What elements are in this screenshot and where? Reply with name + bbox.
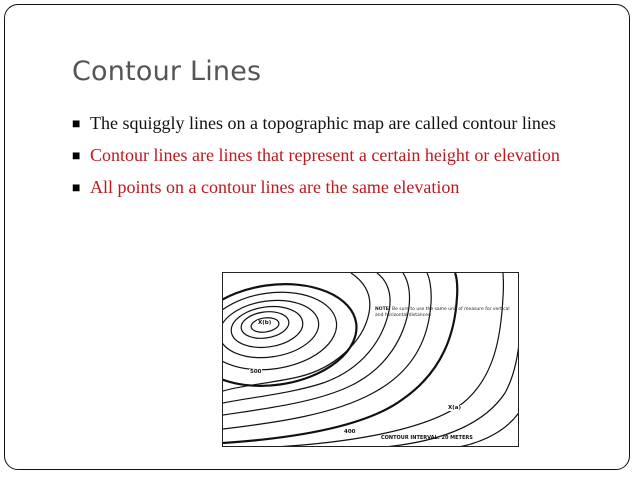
contour-label-500: 500 [250,369,262,375]
bullet-text-2: Contour lines are lines that represent a certain height or elevation [90,145,560,165]
bullet-text-1: The squiggly lines on a topographic map are called contour lines [90,113,556,133]
bullet-icon: ■ [72,181,81,196]
contour-label-400: 400 [344,429,356,435]
point-b-label: X(b) [258,320,272,326]
map-note-text: Be sure to use the same unit of measure for vertical and horizontal distances. [375,307,510,318]
bullet-text-3: All points on a contour lines are the same elevation [90,177,460,197]
bullet-item-1 [72,111,592,135]
contour-map-image [222,272,519,447]
slide-title: Contour Lines [72,56,262,87]
bullet-icon: ■ [72,149,81,164]
bullet-icon: ■ [72,117,81,132]
map-note [375,307,518,319]
bullet-list [72,111,592,207]
contour-lines-drawing [223,273,519,447]
bullet-item-2 [72,143,592,167]
point-a-label: X(a) [448,405,461,411]
contour-interval-label: CONTOUR INTERVAL: 20 METERS [381,435,473,441]
bullet-item-3 [72,175,592,199]
map-note-label: NOTE: [375,307,391,312]
